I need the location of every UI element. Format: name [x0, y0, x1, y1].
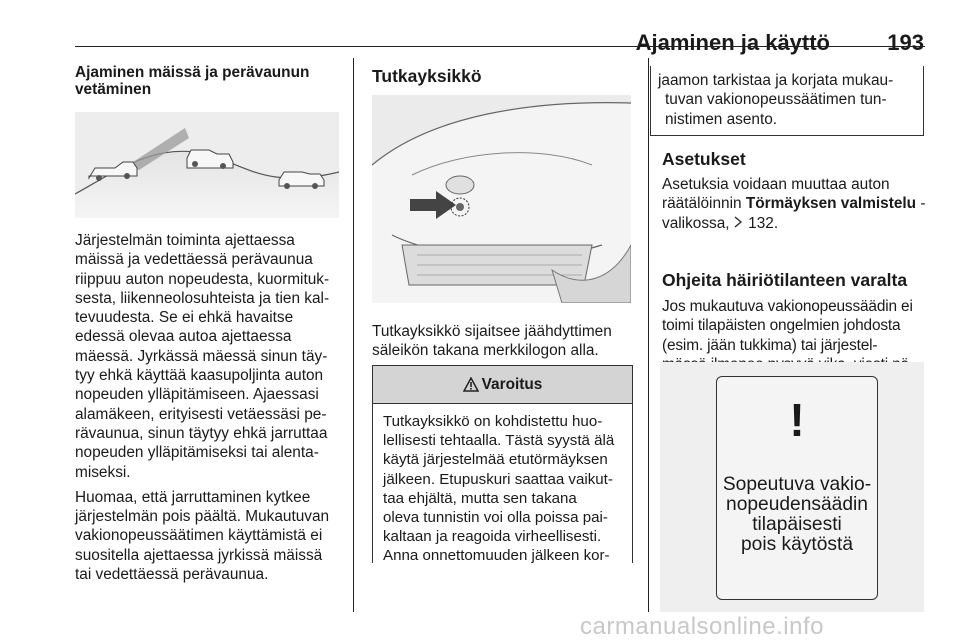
dic-message-text: Sopeutuva vakio- nopeudensäädin tilapäisesti pois käytöstä: [722, 474, 872, 555]
column-divider-1: [353, 58, 354, 612]
paragraph-hill-operation: Järjestelmän toiminta ajettaessa mäissä ja vedettäessä perävaunua riippuu auton nopeudesta, kuormituk- sesta, liikenneolosuhteista ja tien kal- tevuudesta. Se ei ehkä havaitse edessä olevaa autoa ajettaessa mäessä. Jyrkässä mäessä sinun täy- tyy ehkä käyttää kaasupoljinta auton nopeuden ylläpitämiseen. Ajaessasi alamäkeen, erityisesti vetäessäsi pe- rävaunua, sinun täytyy ehkä jarruttaa nopeuden ylläpitämiseksi tai alenta- miseksi.: [75, 232, 330, 481]
section-heading-troubleshooting: Ohjeita häiriötilanteen varalta: [662, 270, 908, 290]
exclamation-icon: !: [789, 394, 805, 446]
radar-unit-car-front-illustration: [372, 95, 631, 303]
watermark: carmanualsonline.info: [580, 613, 824, 640]
left-column: [75, 64, 345, 98]
section-heading-hills: Ajaminen mäissä ja perävaunun vetäminen: [75, 64, 310, 98]
running-header-title: Ajaminen ja käyttö: [635, 30, 830, 55]
radar-location-paragraph: Tutkayksikkö sijaitsee jäähdyttimen säleikön takana merkkilogon alla.: [372, 323, 612, 360]
warning-continuation-box: jaamon tarkistaa ja korjata mukau- tuvan vakionopeussäätimen tun- nistimen asento.: [650, 66, 924, 136]
header-rule: [75, 46, 925, 47]
warning-text: Tutkayksikkö on kohdistettu huo- lellisesti tehtaalla. Tästä syystä älä käytä järjestelmää etutörmäyksen jälkeen. Etupuskuri saattaa vaikut- taa ehjältä, mutta sen takana oleva tunnistin voi olla poissa pai- kaltaan ja reagoida virheellisesti. Anna onnettomuuden jälkeen kor-: [383, 413, 615, 565]
left-body: [75, 231, 347, 590]
warning-title: Varoitus: [481, 375, 543, 393]
page-number: 193: [887, 30, 924, 55]
section-heading-settings: Asetukset: [662, 149, 746, 169]
warning-box: [372, 365, 633, 563]
column-divider-2: [648, 58, 649, 612]
dic-display-message: [716, 376, 878, 600]
settings-paragraph: Asetuksia voidaan muuttaa auton räätälöinnin Törmäyksen valmistelu - valikossa, 132.: [662, 176, 926, 232]
page-reference-arrow-icon: [734, 214, 744, 233]
paragraph-braking-note: Huomaa, että jarruttaminen kytkee järjestelmän pois päältä. Mukautuvan vakionopeussäätimen käyttämistä ei suositella ajettaessa jyrkissä mäissä tai vedettäessä perävaunua.: [75, 488, 330, 584]
menu-name: Törmäyksen valmistelu: [745, 195, 917, 213]
warning-header: [373, 366, 632, 404]
section-heading-radar: Tutkayksikkö: [372, 66, 482, 86]
hill-driving-illustration: [75, 112, 339, 218]
warning-triangle-icon: [463, 377, 479, 392]
troubleshooting-paragraph: Jos mukautuva vakionopeussäädin ei toimi tilapäisten ongelmien johdosta (esim. jään tukkima) tai järjestel-: [662, 298, 913, 354]
